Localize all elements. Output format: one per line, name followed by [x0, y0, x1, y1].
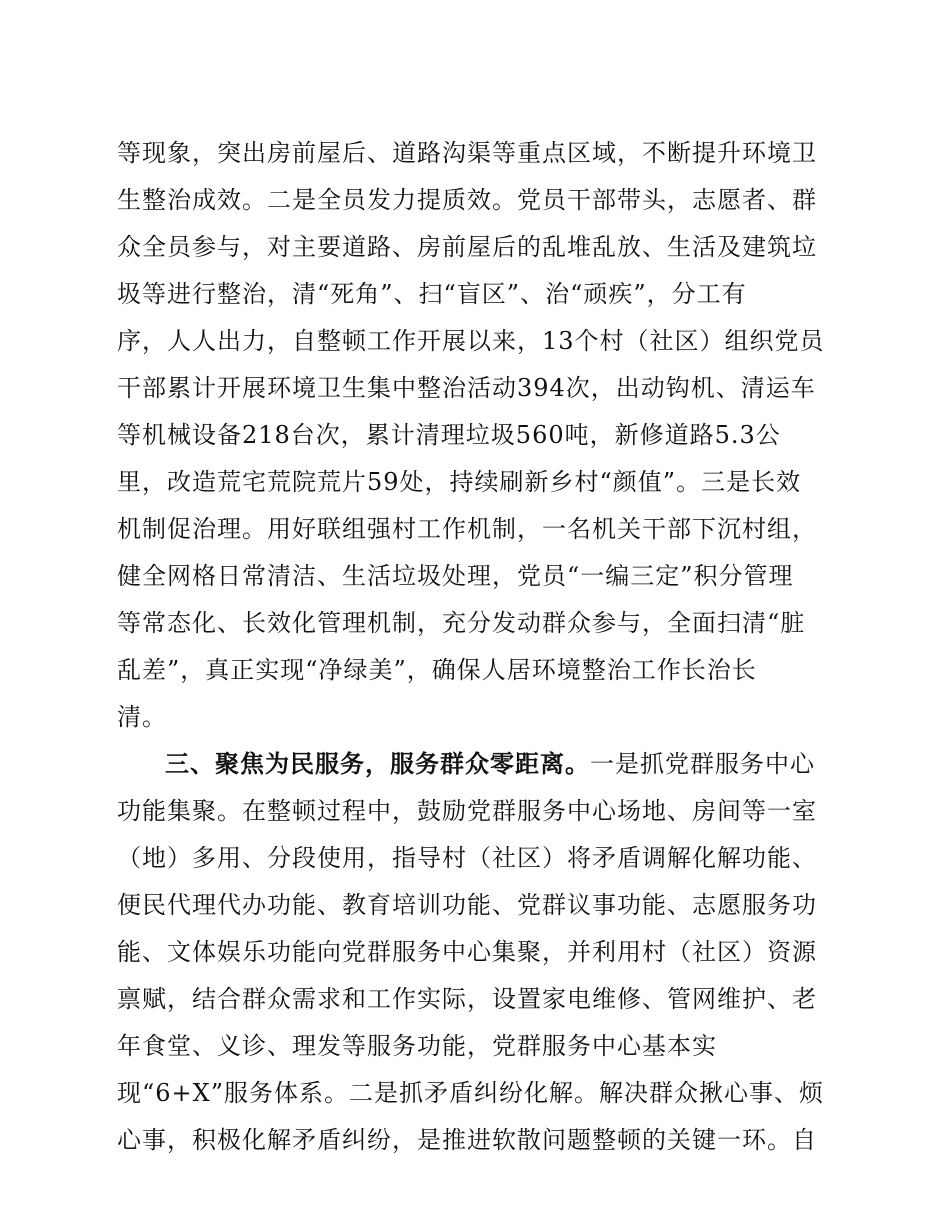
- paragraph-line: 清。: [117, 703, 167, 731]
- paragraph-line: 等现象，突出房前屋后、道路沟渠等重点区域，不断提升环境卫: [117, 139, 817, 167]
- paragraph-line: 序，人人出力，自整顿工作开展以来，13个村（社区）组织党员: [117, 327, 825, 355]
- paragraph-line: 现“6+X”服务体系。二是抓矛盾纠纷化解。解决群众揪心事、烦: [117, 1079, 825, 1107]
- section-heading: 三、聚焦为民服务，服务群众零距离。: [165, 749, 590, 778]
- paragraph-line: 年食堂、义诊、理发等服务功能，党群服务中心基本实: [117, 1032, 717, 1060]
- paragraph-line: 等机械设备218台次，累计清理垃圾560吨，新修道路5.3公: [117, 421, 781, 449]
- paragraph-line: 功能集聚。在整顿过程中，鼓励党群服务中心场地、房间等一室: [117, 797, 817, 825]
- paragraph-line: 禀赋，结合群众需求和工作实际，设置家电维修、管网维护、老: [117, 985, 817, 1013]
- paragraph-line: 圾等进行整治，清“死角”、扫“盲区”、治“顽疾”，分工有: [117, 280, 747, 308]
- section-heading-continuation: 一是抓党群服务中心: [590, 750, 815, 778]
- paragraph-line: 等常态化、长效化管理机制，充分发动群众参与，全面扫清“脏: [117, 609, 806, 637]
- paragraph-line: 能、文体娱乐功能向党群服务中心集聚，并利用村（社区）资源: [117, 938, 817, 966]
- paragraph-line: 心事，积极化解矛盾纠纷，是推进软散问题整顿的关键一环。自: [117, 1126, 817, 1154]
- paragraph-line: 便民代理代办功能、教育培训功能、党群议事功能、志愿服务功: [117, 891, 817, 919]
- paragraph-line: 健全网格日常清洁、生活垃圾处理，党员“一编三定”积分管理: [117, 562, 794, 590]
- paragraph-line: 干部累计开展环境卫生集中整治活动394次，出动钩机、清运车: [117, 374, 816, 402]
- paragraph-line: 乱差”，真正实现“净绿美”，确保人居环境整治工作长治长: [117, 656, 757, 684]
- paragraph-line: 生整治成效。二是全员发力提质效。党员干部带头，志愿者、群: [117, 186, 817, 214]
- paragraph-line: 众全员参与，对主要道路、房前屋后的乱堆乱放、生活及建筑垃: [117, 233, 817, 261]
- section-3-first-line: [165, 749, 865, 779]
- paragraph-line: 里，改造荒宅荒院荒片59处，持续刷新乡村“颜值”。三是长效: [117, 468, 802, 496]
- paragraph-line: 机制促治理。用好联组强村工作机制，一名机关干部下沉村组，: [117, 515, 817, 543]
- paragraph-line: （地）多用、分段使用，指导村（社区）将矛盾调解化解功能、: [117, 844, 817, 872]
